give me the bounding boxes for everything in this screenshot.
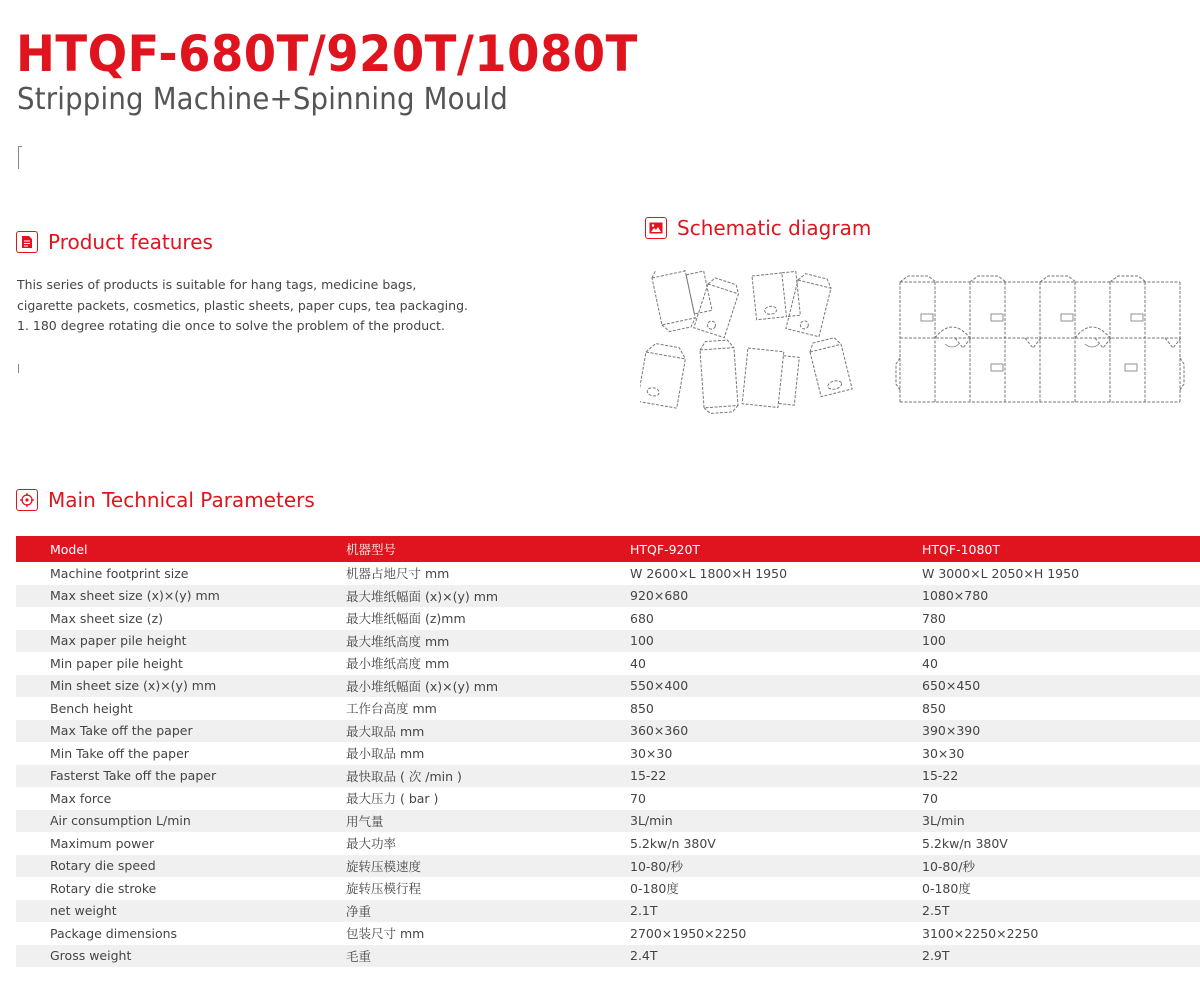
table-cell: 最快取品 ( 次 /min ): [346, 768, 462, 784]
table-cell: 3L/min: [630, 813, 673, 829]
features-heading: [16, 230, 213, 254]
table-cell: 390×390: [922, 723, 981, 739]
table-cell: 2.1T: [630, 903, 658, 919]
table-cell: 3L/min: [922, 813, 965, 829]
table-cell: Min Take off the paper: [50, 745, 189, 761]
table-cell: 550×400: [630, 678, 689, 694]
image-icon: [645, 217, 667, 239]
table-cell: Machine footprint size: [50, 565, 189, 581]
features-line: cigarette packets, cosmetics, plastic sheets, paper cups, tea packaging.: [17, 297, 468, 313]
table-cell: 最大堆纸幅面 (z)mm: [346, 611, 466, 627]
table-cell: 100: [630, 633, 654, 649]
table-cell: 100: [922, 633, 946, 649]
table-cell: 1080×780: [922, 588, 989, 604]
table-cell: Air consumption L/min: [50, 813, 191, 829]
parameters-heading: [16, 488, 315, 512]
table-cell: Max paper pile height: [50, 633, 187, 649]
table-cell: 毛重: [346, 948, 372, 964]
table-cell: net weight: [50, 903, 117, 919]
table-row: [16, 562, 1200, 585]
table-cell: Package dimensions: [50, 925, 178, 941]
table-cell: Min paper pile height: [50, 655, 183, 671]
table-row: [16, 810, 1200, 833]
target-icon: [16, 489, 38, 511]
table-row: [16, 607, 1200, 630]
dieline-diagram-left: [640, 270, 865, 420]
table-cell: 最小堆纸高度 mm: [346, 656, 450, 672]
table-cell: 3100×2250×2250: [922, 925, 1039, 941]
table-row: [16, 945, 1200, 968]
table-cell: 最大取品 mm: [346, 723, 425, 739]
carton-blank: [640, 342, 687, 408]
table-cell: 最大堆纸高度 mm: [346, 633, 450, 649]
table-cell: 0-180度: [630, 881, 679, 897]
table-cell: 850: [922, 700, 946, 716]
table-cell: 5.2kw/n 380V: [630, 835, 716, 851]
table-row: [16, 742, 1200, 765]
table-cell: 2.9T: [922, 948, 950, 964]
table-cell: 旋转压模速度: [346, 858, 422, 874]
table-row: [16, 855, 1200, 878]
table-row: [16, 900, 1200, 923]
carton-blank: [752, 271, 800, 319]
table-cell: 用气量: [346, 813, 384, 829]
column-header: 机器型号: [346, 542, 397, 557]
table-cell: 包装尺寸 mm: [346, 926, 425, 942]
table-cell: Fasterst Take off the paper: [50, 768, 217, 784]
page-subtitle: Stripping Machine+Spinning Mould: [17, 82, 508, 117]
table-cell: 70: [922, 790, 938, 806]
table-cell: 360×360: [630, 723, 689, 739]
table-cell: Max force: [50, 790, 112, 806]
column-header: HTQF-920T: [630, 541, 701, 557]
table-cell: 0-180度: [922, 881, 971, 897]
table-cell: 10-80/秒: [922, 858, 976, 874]
table-cell: 680: [630, 610, 654, 626]
table-row: [16, 832, 1200, 855]
schematic-title: Schematic diagram: [677, 216, 872, 240]
table-cell: 旋转压模行程: [346, 881, 422, 897]
table-cell: 最大功率: [346, 836, 397, 852]
table-cell: W 3000×L 2050×H 1950: [922, 565, 1080, 581]
table-row: [16, 720, 1200, 743]
table-cell: 5.2kw/n 380V: [922, 835, 1008, 851]
table-cell: 920×680: [630, 588, 689, 604]
features-title: Product features: [48, 230, 213, 254]
table-cell: 40: [922, 655, 938, 671]
table-cell: 30×30: [630, 745, 673, 761]
table-cell: Max Take off the paper: [50, 723, 193, 739]
table-row: [16, 765, 1200, 788]
table-row: [16, 675, 1200, 698]
table-cell: 最小堆纸幅面 (x)×(y) mm: [346, 678, 499, 694]
table-row: [16, 787, 1200, 810]
table-cell: 850: [630, 700, 654, 716]
table-cell: 工作台高度 mm: [346, 701, 437, 717]
dieline-diagram-right: [895, 272, 1185, 412]
table-cell: 2.4T: [630, 948, 658, 964]
page-title: HTQF-680T/920T/1080T: [16, 25, 638, 83]
parameters-table: [16, 536, 1200, 967]
table-cell: 70: [630, 790, 646, 806]
features-description: [17, 275, 468, 337]
table-row: [16, 922, 1200, 945]
table-cell: Rotary die speed: [50, 858, 156, 874]
table-cell: 15-22: [922, 768, 959, 784]
table-cell: Bench height: [50, 700, 133, 716]
schematic-heading: [645, 216, 871, 240]
table-cell: 机器占地尺寸 mm: [346, 566, 450, 582]
carton-blank: [650, 270, 714, 333]
carton-blank: [694, 276, 741, 337]
features-line: This series of products is suitable for hang tags, medicine bags,: [17, 277, 417, 292]
parameters-title: Main Technical Parameters: [48, 488, 315, 512]
table-cell: 最小取品 mm: [346, 746, 425, 762]
table-cell: Maximum power: [50, 835, 155, 851]
table-row: [16, 697, 1200, 720]
table-cell: 30×30: [922, 745, 965, 761]
table-cell: 最大堆纸幅面 (x)×(y) mm: [346, 588, 499, 604]
table-cell: Max sheet size (z): [50, 610, 164, 626]
table-cell: Min sheet size (x)×(y) mm: [50, 678, 217, 694]
column-header: HTQF-1080T: [922, 541, 1001, 557]
table-cell: 2.5T: [922, 903, 950, 919]
table-cell: 780: [922, 610, 946, 626]
features-line: 1. 180 degree rotating die once to solve the problem of the product.: [17, 318, 445, 333]
table-row: [16, 630, 1200, 653]
table-cell: 2700×1950×2250: [630, 925, 747, 941]
carton-blank: [742, 348, 800, 409]
small-mark: [18, 364, 19, 373]
table-cell: Max sheet size (x)×(y) mm: [50, 588, 220, 604]
table-cell: 10-80/秒: [630, 858, 684, 874]
carton-blank: [786, 272, 833, 337]
document-icon: [16, 231, 38, 253]
table-row: [16, 877, 1200, 900]
table-row: [16, 585, 1200, 608]
bracket-mark: [18, 146, 22, 169]
column-header: Model: [50, 541, 88, 557]
table-cell: 40: [630, 655, 646, 671]
table-header-row: [16, 536, 1200, 562]
table-cell: 650×450: [922, 678, 981, 694]
table-cell: W 2600×L 1800×H 1950: [630, 565, 788, 581]
table-cell: 净重: [346, 903, 372, 919]
table-cell: Rotary die stroke: [50, 880, 157, 896]
table-row: [16, 652, 1200, 675]
table-cell: Gross weight: [50, 948, 132, 964]
table-cell: 最大压力 ( bar ): [346, 791, 439, 807]
carton-blank: [699, 340, 738, 414]
table-cell: 15-22: [630, 768, 667, 784]
carton-blank: [808, 336, 852, 396]
